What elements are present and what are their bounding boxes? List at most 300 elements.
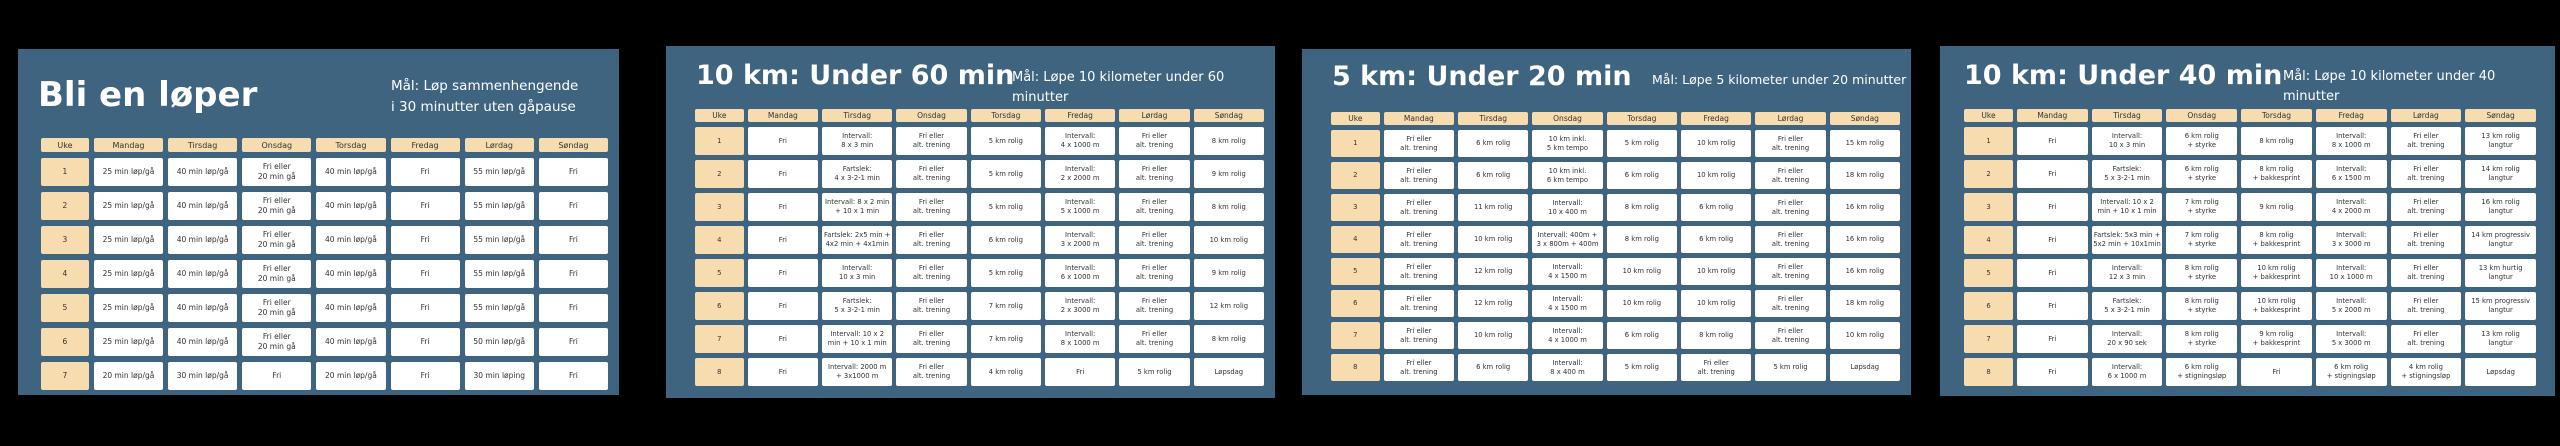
table-row <box>1964 160 2536 188</box>
workout-cell: 40 min løp/gå <box>316 260 385 288</box>
workout-cell: Fri <box>539 158 608 186</box>
workout-cell: Intervall: 4 x 1500 m <box>1532 258 1602 285</box>
table-row <box>1331 258 1900 285</box>
week-number-cell: 5 <box>41 294 89 322</box>
workout-cell: 6 km rolig + styrke <box>2166 160 2237 188</box>
workout-cell: Løpsdag <box>1194 358 1264 386</box>
workout-cell: 13 km rolig langtur <box>2465 127 2536 155</box>
workout-cell: Fri eller alt. trening <box>2391 127 2462 155</box>
workout-cell: Fri eller alt. trening <box>1384 290 1454 317</box>
workout-cell: 9 km rolig <box>1194 160 1264 188</box>
workout-cell: 11 km rolig <box>1458 194 1528 221</box>
column-header: Torsdag <box>316 138 385 152</box>
workout-cell: Fri <box>2017 325 2088 353</box>
workout-cell: 12 km rolig <box>1194 292 1264 320</box>
workout-cell: Intervall: 2 x 3000 m <box>1045 292 1115 320</box>
week-number-cell: 7 <box>1331 322 1380 349</box>
column-header: Mandag <box>748 109 818 122</box>
workout-cell: Fri <box>748 325 818 353</box>
workout-cell: Intervall: 10 x 2 min + 10 x 1 min <box>2092 193 2163 221</box>
workout-cell: Fri <box>391 158 460 186</box>
table-row <box>695 259 1264 287</box>
table-row <box>1964 259 2536 287</box>
workout-cell: Fri <box>391 362 460 390</box>
workout-cell: Fri <box>748 160 818 188</box>
workout-cell: 7 km rolig <box>971 325 1041 353</box>
column-header: Lørdag <box>2391 109 2462 122</box>
workout-cell: 5 km rolig <box>971 127 1041 155</box>
workout-cell: Fri <box>2017 292 2088 320</box>
schedule-table <box>691 104 1268 391</box>
workout-cell: 6 km rolig <box>971 226 1041 254</box>
week-number-cell: 3 <box>41 226 89 254</box>
workout-cell: Fri eller alt. trening <box>1384 162 1454 189</box>
workout-cell: Løpsdag <box>1830 354 1900 381</box>
workout-cell: 40 min løp/gå <box>316 328 385 356</box>
workout-cell: 16 km rolig <box>1830 258 1900 285</box>
workout-cell: 10 km rolig + bakkesprint <box>2241 292 2312 320</box>
workout-cell: 25 min løp/gå <box>94 294 163 322</box>
workout-cell: 6 km rolig <box>1607 322 1677 349</box>
workout-cell: 14 km rolig langtur <box>2465 160 2536 188</box>
workout-cell: Fri eller 20 min gå <box>242 158 311 186</box>
workout-cell: Fartslek: 5x3 min + 5x2 min + 10x1min <box>2092 226 2163 254</box>
column-header: Torsdag <box>971 109 1041 122</box>
workout-cell: 8 km rolig <box>1607 226 1677 253</box>
workout-cell: 5 km rolig <box>1755 354 1825 381</box>
workout-cell: 10 km rolig <box>1681 290 1751 317</box>
workout-cell: Intervall: 10 x 3 min <box>2092 127 2163 155</box>
table-row <box>695 127 1264 155</box>
table-row <box>1331 290 1900 317</box>
table-row <box>695 226 1264 254</box>
column-header: Lørdag <box>1755 112 1825 125</box>
column-header: Søndag <box>2465 109 2536 122</box>
workout-cell: Fri eller alt. trening <box>2391 226 2462 254</box>
workout-cell: Fri eller alt. trening <box>896 325 966 353</box>
column-header: Uke <box>1331 112 1380 125</box>
column-header: Tirsdag <box>2092 109 2163 122</box>
column-header: Søndag <box>1830 112 1900 125</box>
workout-cell: 20 min løp/gå <box>316 362 385 390</box>
workout-cell: 7 km rolig + styrke <box>2166 226 2237 254</box>
column-header: Mandag <box>1384 112 1454 125</box>
week-number-cell: 6 <box>1964 292 2013 320</box>
week-number-cell: 5 <box>695 259 744 287</box>
table-row <box>1331 322 1900 349</box>
workout-cell: Fri eller alt. trening <box>1119 127 1189 155</box>
table-row <box>1964 193 2536 221</box>
workout-cell: Fri <box>539 226 608 254</box>
workout-cell: 50 min løp/gå <box>465 328 534 356</box>
workout-cell: Fri <box>748 193 818 221</box>
workout-cell: 30 min løping <box>465 362 534 390</box>
workout-cell: Fri <box>539 362 608 390</box>
column-header: Tirsdag <box>822 109 892 122</box>
week-number-cell: 4 <box>41 260 89 288</box>
workout-cell: 4 km rolig + stigningsløp <box>2391 358 2462 386</box>
workout-cell: Fri <box>2241 358 2312 386</box>
column-header: Mandag <box>94 138 163 152</box>
week-number-cell: 8 <box>1964 358 2013 386</box>
workout-cell: 16 km rolig <box>1830 226 1900 253</box>
workout-cell: 5 km rolig <box>971 160 1041 188</box>
workout-cell: Fri <box>2017 160 2088 188</box>
week-number-cell: 6 <box>1331 290 1380 317</box>
workout-cell: 14 km progressiv langtur <box>2465 226 2536 254</box>
workout-cell: Fartslek: 5 x 3-2-1 min <box>2092 292 2163 320</box>
week-number-cell: 7 <box>1964 325 2013 353</box>
table-row <box>1964 292 2536 320</box>
column-header: Onsdag <box>896 109 966 122</box>
workout-cell: 10 km rolig <box>1681 258 1751 285</box>
workout-cell: 55 min løp/gå <box>465 226 534 254</box>
workout-cell: Fri eller alt. trening <box>1119 160 1189 188</box>
column-header: Uke <box>41 138 89 152</box>
table-row <box>1331 194 1900 221</box>
workout-cell: Intervall: 6 x 1000 m <box>2092 358 2163 386</box>
workout-cell: Fri eller alt. trening <box>2391 160 2462 188</box>
workout-cell: 40 min løp/gå <box>168 294 237 322</box>
week-number-cell: 2 <box>1964 160 2013 188</box>
workout-cell: Fri eller alt. trening <box>1384 130 1454 157</box>
week-number-cell: 7 <box>41 362 89 390</box>
workout-cell: 6 km rolig <box>1458 162 1528 189</box>
workout-cell: 16 km rolig langtur <box>2465 193 2536 221</box>
workout-cell: Fri <box>748 259 818 287</box>
workout-cell: 5 km rolig <box>971 193 1041 221</box>
workout-cell: 5 km rolig <box>971 259 1041 287</box>
header-row <box>1964 109 2536 122</box>
workout-cell: Løpsdag <box>2465 358 2536 386</box>
header-row <box>41 138 608 152</box>
workout-cell: 40 min løp/gå <box>168 158 237 186</box>
plan-card-5km-20min <box>1302 49 1911 395</box>
workout-cell: Fri <box>748 127 818 155</box>
workout-cell: Fri eller 20 min gå <box>242 328 311 356</box>
workout-cell: 8 km rolig + bakkesprint <box>2241 226 2312 254</box>
workout-cell: Intervall: 8 x 3 min <box>822 127 892 155</box>
table-row <box>695 193 1264 221</box>
workout-cell: Fri eller 20 min gå <box>242 192 311 220</box>
workout-cell: 18 km rolig <box>1830 290 1900 317</box>
week-number-cell: 8 <box>1331 354 1380 381</box>
workout-cell: 8 km rolig <box>1681 322 1751 349</box>
workout-cell: 40 min løp/gå <box>168 260 237 288</box>
header-row <box>695 109 1264 122</box>
workout-cell: Fri eller alt. trening <box>896 127 966 155</box>
table-row <box>1331 226 1900 253</box>
table-row <box>1964 226 2536 254</box>
workout-cell: 10 km rolig <box>1458 322 1528 349</box>
workout-cell: Fri eller alt. trening <box>896 193 966 221</box>
workout-cell: 9 km rolig <box>1194 259 1264 287</box>
workout-cell: Fri eller alt. trening <box>896 226 966 254</box>
workout-cell: 15 km progressiv langtur <box>2465 292 2536 320</box>
workout-cell: Fri <box>539 328 608 356</box>
workout-cell: 5 km rolig <box>1607 354 1677 381</box>
workout-cell: 10 km rolig <box>1607 290 1677 317</box>
workout-cell: Intervall: 10 x 3 min <box>822 259 892 287</box>
workout-cell: 8 km rolig <box>1194 325 1264 353</box>
workout-cell: Intervall: 4 x 1500 m <box>1532 290 1602 317</box>
table-row <box>41 328 608 356</box>
workout-cell: Fartslek: 2x5 min + 4x2 min + 4x1min <box>822 226 892 254</box>
schedule-table <box>36 132 613 396</box>
workout-cell: Fri eller alt. trening <box>1119 193 1189 221</box>
workout-cell: 6 km rolig <box>1681 226 1751 253</box>
workout-cell: Intervall: 10 x 400 m <box>1532 194 1602 221</box>
workout-cell: Fri <box>2017 127 2088 155</box>
workout-cell: 8 km rolig + styrke <box>2166 325 2237 353</box>
workout-cell: 25 min løp/gå <box>94 260 163 288</box>
workout-cell: Fri <box>391 192 460 220</box>
workout-cell: Fri eller alt. trening <box>1384 322 1454 349</box>
workout-cell: Fri eller alt. trening <box>1119 259 1189 287</box>
workout-cell: 25 min løp/gå <box>94 158 163 186</box>
workout-cell: Intervall: 6 x 1500 m <box>2316 160 2387 188</box>
workout-cell: Fri <box>391 294 460 322</box>
week-number-cell: 5 <box>1964 259 2013 287</box>
workout-cell: Fri <box>539 294 608 322</box>
column-header: Fredag <box>1681 112 1751 125</box>
workout-cell: Intervall: 4 x 1000 m <box>1045 127 1115 155</box>
workout-cell: 13 km rolig langtur <box>2465 325 2536 353</box>
plan-card-10km-40min <box>1940 46 2555 396</box>
workout-cell: Intervall: 8 x 400 m <box>1532 354 1602 381</box>
workout-cell: Fri eller alt. trening <box>1755 226 1825 253</box>
workout-cell: 55 min løp/gå <box>465 260 534 288</box>
column-header: Onsdag <box>242 138 311 152</box>
week-number-cell: 1 <box>1964 127 2013 155</box>
column-header: Tirsdag <box>1458 112 1528 125</box>
workout-cell: Fri eller alt. trening <box>896 160 966 188</box>
workout-cell: Fri eller alt. trening <box>1755 322 1825 349</box>
workout-cell: 10 km rolig <box>1830 322 1900 349</box>
workout-cell: Fri <box>748 292 818 320</box>
workout-cell: Intervall: 5 x 1000 m <box>1045 193 1115 221</box>
workout-cell: 9 km rolig <box>2241 193 2312 221</box>
week-number-cell: 3 <box>1331 194 1380 221</box>
column-header: Søndag <box>539 138 608 152</box>
workout-cell: 6 km rolig + styrke <box>2166 127 2237 155</box>
workout-cell: 13 km hurtig langtur <box>2465 259 2536 287</box>
week-number-cell: 1 <box>1331 130 1380 157</box>
table-row <box>41 158 608 186</box>
workout-cell: 40 min løp/gå <box>316 294 385 322</box>
workout-cell: Fri <box>2017 259 2088 287</box>
week-number-cell: 2 <box>41 192 89 220</box>
table-row <box>1964 325 2536 353</box>
workout-cell: Fri <box>748 358 818 386</box>
column-header: Tirsdag <box>168 138 237 152</box>
week-number-cell: 7 <box>695 325 744 353</box>
workout-cell: 8 km rolig <box>1194 193 1264 221</box>
workout-cell: Intervall: 3 x 2000 m <box>1045 226 1115 254</box>
workout-cell: Fri eller alt. trening <box>2391 325 2462 353</box>
workout-cell: Fri <box>539 260 608 288</box>
workout-cell: Fartslek: 5 x 3-2-1 min <box>2092 160 2163 188</box>
workout-cell: Fri eller alt. trening <box>1384 354 1454 381</box>
workout-cell: Intervall: 4 x 2000 m <box>2316 193 2387 221</box>
week-number-cell: 2 <box>1331 162 1380 189</box>
workout-cell: Fri eller alt. trening <box>1119 292 1189 320</box>
column-header: Mandag <box>2017 109 2088 122</box>
plan-goal: Mål: Løp sammenhengende i 30 minutter uten gåpause <box>391 78 579 115</box>
week-number-cell: 4 <box>1331 226 1380 253</box>
plan-title: 10 km: Under 40 min <box>1964 60 2283 91</box>
workout-cell: Fartslek: 4 x 3-2-1 min <box>822 160 892 188</box>
workout-cell: 55 min løp/gå <box>465 294 534 322</box>
workout-cell: 12 km rolig <box>1458 290 1528 317</box>
workout-cell: Intervall: 10 x 1000 m <box>2316 259 2387 287</box>
workout-cell: Fri eller 20 min gå <box>242 226 311 254</box>
workout-cell: Intervall: 5 x 2000 m <box>2316 292 2387 320</box>
week-number-cell: 8 <box>695 358 744 386</box>
workout-cell: Fri eller alt. trening <box>1755 290 1825 317</box>
workout-cell: 20 min løp/gå <box>94 362 163 390</box>
workout-cell: 8 km rolig <box>2241 127 2312 155</box>
workout-cell: 7 km rolig + styrke <box>2166 193 2237 221</box>
workout-cell: Fri <box>2017 358 2088 386</box>
workout-cell: 5 km rolig <box>1607 130 1677 157</box>
workout-cell: Intervall: 8 x 2 min + 10 x 1 min <box>822 193 892 221</box>
workout-cell: 10 km inkl. 5 km tempo <box>1532 130 1602 157</box>
workout-cell: Fri eller alt. trening <box>1119 226 1189 254</box>
workout-cell: Fri eller alt. trening <box>1384 258 1454 285</box>
week-number-cell: 1 <box>41 158 89 186</box>
workout-cell: Intervall: 12 x 3 min <box>2092 259 2163 287</box>
workout-cell: Fri eller alt. trening <box>1755 258 1825 285</box>
workout-cell: 8 km rolig + styrke <box>2166 259 2237 287</box>
table-row <box>695 160 1264 188</box>
workout-cell: 10 km inkl. 6 km tempo <box>1532 162 1602 189</box>
workout-cell: 40 min løp/gå <box>168 192 237 220</box>
plan-goal: Mål: Løpe 10 kilometer under 60 minutter <box>1012 70 1225 106</box>
schedule-table <box>1327 107 1904 386</box>
table-row <box>41 362 608 390</box>
workout-cell: Intervall: 6 x 1000 m <box>1045 259 1115 287</box>
workout-cell: 10 km rolig <box>1681 162 1751 189</box>
workout-cell: 25 min løp/gå <box>94 226 163 254</box>
workout-cell: Fri <box>242 362 311 390</box>
plan-card-10km-60min <box>666 46 1275 398</box>
table-row <box>695 292 1264 320</box>
week-number-cell: 5 <box>1331 258 1380 285</box>
workout-cell: Intervall: 10 x 2 min + 10 x 1 min <box>822 325 892 353</box>
workout-cell: 6 km rolig <box>1458 354 1528 381</box>
workout-cell: Fri eller alt. trening <box>2391 193 2462 221</box>
workout-cell: Fri eller alt. trening <box>1755 130 1825 157</box>
workout-cell: Fri eller alt. trening <box>1119 325 1189 353</box>
column-header: Fredag <box>391 138 460 152</box>
workout-cell: Fri eller alt. trening <box>1755 162 1825 189</box>
workout-cell: Fri <box>1045 358 1115 386</box>
workout-cell: 10 km rolig <box>1194 226 1264 254</box>
workout-cell: 5 km rolig <box>1119 358 1189 386</box>
workout-cell: Intervall: 8 x 1000 m <box>2316 127 2387 155</box>
week-number-cell: 3 <box>1964 193 2013 221</box>
table-row <box>41 226 608 254</box>
workout-cell: 6 km rolig <box>1681 194 1751 221</box>
workout-cell: 25 min løp/gå <box>94 328 163 356</box>
workout-cell: 40 min løp/gå <box>168 328 237 356</box>
workout-cell: Fri <box>391 260 460 288</box>
workout-cell: Fri eller alt. trening <box>896 259 966 287</box>
workout-cell: 6 km rolig <box>1607 162 1677 189</box>
workout-cell: Fri eller alt. trening <box>1384 194 1454 221</box>
workout-cell: 8 km rolig + styrke <box>2166 292 2237 320</box>
plan-title: Bli en løper <box>38 75 258 115</box>
workout-cell: Intervall: 2000 m + 3x1000 m <box>822 358 892 386</box>
workout-cell: Fri eller alt. trening <box>896 358 966 386</box>
workout-cell: Intervall: 20 x 90 sek <box>2092 325 2163 353</box>
workout-cell: 4 km rolig <box>971 358 1041 386</box>
workout-cell: Fri <box>391 328 460 356</box>
workout-cell: 55 min løp/gå <box>465 158 534 186</box>
week-number-cell: 6 <box>695 292 744 320</box>
workout-cell: Fri eller alt. trening <box>896 292 966 320</box>
column-header: Onsdag <box>1532 112 1602 125</box>
workout-cell: 40 min løp/gå <box>316 158 385 186</box>
table-row <box>41 192 608 220</box>
workout-cell: Fri eller 20 min gå <box>242 260 311 288</box>
column-header: Uke <box>1964 109 2013 122</box>
workout-cell: 40 min løp/gå <box>316 192 385 220</box>
workout-cell: Fri eller alt. trening <box>2391 292 2462 320</box>
header-row <box>1331 112 1900 125</box>
schedule-table <box>1960 104 2540 391</box>
workout-cell: Intervall: 400m + 3 x 800m + 400m <box>1532 226 1602 253</box>
workout-cell: Intervall: 3 x 3000 m <box>2316 226 2387 254</box>
workout-cell: Fri eller alt. trening <box>1755 194 1825 221</box>
week-number-cell: 3 <box>695 193 744 221</box>
table-row <box>1964 358 2536 386</box>
workout-cell: 8 km rolig + bakkesprint <box>2241 160 2312 188</box>
plan-goal: Mål: Løpe 10 kilometer under 40 minutter <box>2283 69 2496 105</box>
week-number-cell: 4 <box>695 226 744 254</box>
week-number-cell: 1 <box>695 127 744 155</box>
week-number-cell: 4 <box>1964 226 2013 254</box>
workout-cell: 30 min løp/gå <box>168 362 237 390</box>
workout-cell: 6 km rolig + stigningsløp <box>2316 358 2387 386</box>
workout-cell: 7 km rolig <box>971 292 1041 320</box>
column-header: Lørdag <box>1119 109 1189 122</box>
workout-cell: 40 min løp/gå <box>168 226 237 254</box>
workout-cell: Intervall: 5 x 3000 m <box>2316 325 2387 353</box>
workout-cell: Fri <box>748 226 818 254</box>
column-header: Lørdag <box>465 138 534 152</box>
plan-title: 5 km: Under 20 min <box>1332 61 1632 92</box>
table-row <box>695 358 1264 386</box>
workout-cell: 10 km rolig <box>1681 130 1751 157</box>
column-header: Uke <box>695 109 744 122</box>
workout-cell: Intervall: 4 x 1000 m <box>1532 322 1602 349</box>
workout-cell: Fri eller alt. trening <box>1681 354 1751 381</box>
workout-cell: Fri <box>2017 193 2088 221</box>
week-number-cell: 2 <box>695 160 744 188</box>
table-row <box>695 325 1264 353</box>
workout-cell: Fri <box>391 226 460 254</box>
workout-cell: Intervall: 8 x 1000 m <box>1045 325 1115 353</box>
column-header: Onsdag <box>2166 109 2237 122</box>
table-row <box>41 294 608 322</box>
plan-title: 10 km: Under 60 min <box>696 60 1015 91</box>
workout-cell: 8 km rolig <box>1194 127 1264 155</box>
workout-cell: Fri eller alt. trening <box>2391 259 2462 287</box>
workout-cell: 8 km rolig <box>1607 194 1677 221</box>
workout-cell: 40 min løp/gå <box>316 226 385 254</box>
